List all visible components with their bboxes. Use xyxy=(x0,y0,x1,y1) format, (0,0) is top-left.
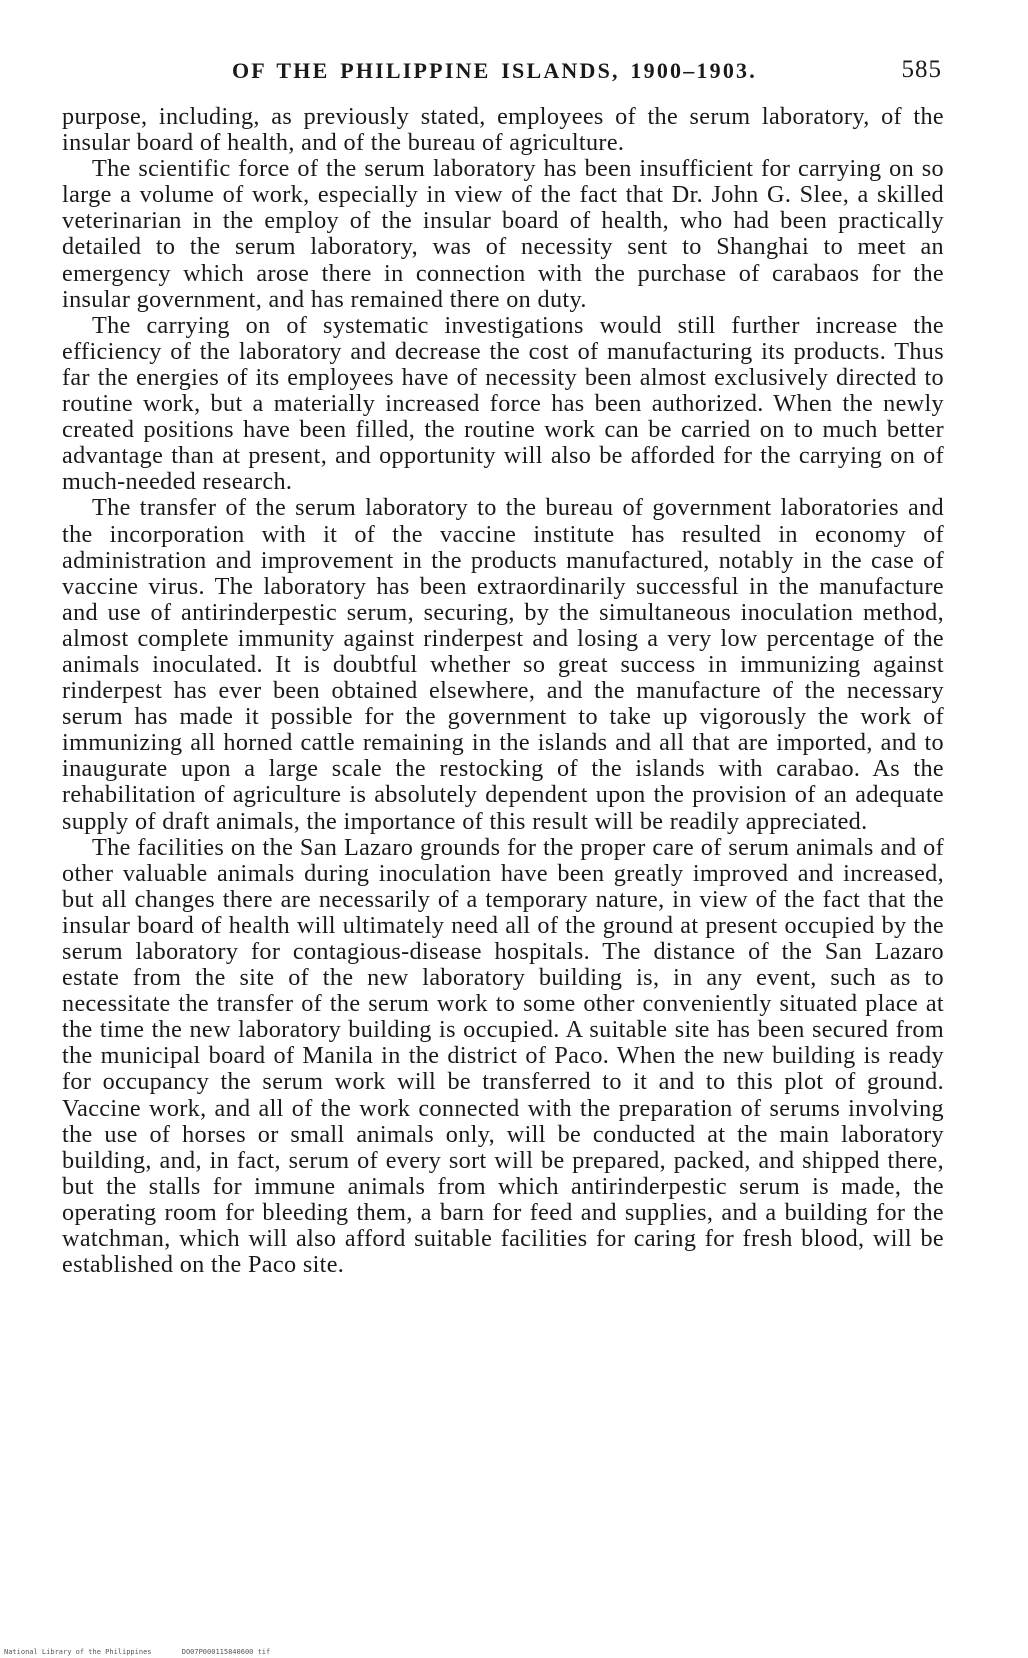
running-head xyxy=(60,58,952,94)
scan-footer xyxy=(4,1648,296,1656)
running-title: OF THE PHILIPPINE ISLANDS, 1900–1903. xyxy=(232,58,757,83)
footer-library: National Library of the Philippines xyxy=(4,1648,152,1656)
paragraph-san-lazaro-facilities: The facilities on the San Lazaro grounds for the proper care of serum animals and of other valuable animals during inoculation have been greatly improved and increased, but all changes there are necessarily of a temporary nature, in view of the fact that the insular board of health will ultimately need all of the ground at present occupied by the serum laboratory for contagious-disease hospitals. The distance of the San Lazaro estate from the site of the new laboratory building is, in any event, such as to necessitate the transfer of the serum work to some other conveniently situated place at the time the new laboratory building is occupied. A suitable site has been secured from the municipal board of Manila in the district of Paco. When the new building is ready for occupancy the serum work will be transferred to it and to this plot of ground. Vaccine work, and all of the work connected with the preparation of serums involving the use of horses or small animals only, will be conducted at the main laboratory building, and, in fact, serum of every sort will be prepared, packed, and shipped there, but the stalls for immune animals from which antirinderpestic serum is made, the operating room for bleeding them, a barn for feed and supplies, and a building for the watchman, which will also afford suitable facilities for caring for fresh blood, will be established on the Paco site. xyxy=(62,833,944,1279)
paragraph-systematic-investigations: The carrying on of systematic investigations would still further increase the efficiency of the laboratory and decrease the cost of manufacturing its products. Thus far the energies of its employees have of necessity been almost exclusively directed to routine work, but a materially increased force has been authorized. When the newly created positions have been filled, the routine work can be carried on to much better advantage than at present, and opportunity will also be afforded for the carrying on of much-needed research. xyxy=(62,311,944,496)
paragraph-serum-laboratory-transfer: The transfer of the serum laboratory to the bureau of government laboratories and the incorporation with it of the vaccine institute has resulted in economy of administration and improvement in the products manufactured, notably in the case of vaccine virus. The laboratory has been extraordinarily successful in the manufacture and use of antirinderpestic serum, securing, by the simultaneous inoculation method, almost complete immunity against rinderpest and losing a very low percentage of the animals inoculated. It is doubtful whether so great success in immunizing against rinderpest has ever been obtained elsewhere, and the manufacture of the necessary serum has made it possible for the government to take up vigorously the work of immunizing all horned cattle remaining in the islands and all that are imported, and to inaugurate upon a large scale the restocking of the islands with carabao. As the rehabilitation of agriculture is absolutely dependent upon the provision of an adequate supply of draft animals, the importance of this result will be readily appreciated. xyxy=(62,494,944,835)
footer-file-id: DO07P000115840600 tif xyxy=(181,1648,271,1656)
body-text xyxy=(62,104,944,1278)
page-number: 585 xyxy=(901,56,942,83)
paragraph-scientific-force: The scientific force of the serum laboratory has been insufficient for carrying on so large a volume of work, especially in view of the fact that Dr. John G. Slee, a skilled veterinarian in the employ of the insular board of health, who had been practically detailed to the serum laboratory, was of necessity sent to Shanghai to meet an emergency which arose there in connection with the purchase of carabaos for the insular government, and has remained there on duty. xyxy=(62,155,944,313)
paragraph-continued: purpose, including, as previously stated, employees of the serum laboratory, of the insular board of health, and of the bureau of agriculture. xyxy=(62,103,944,157)
